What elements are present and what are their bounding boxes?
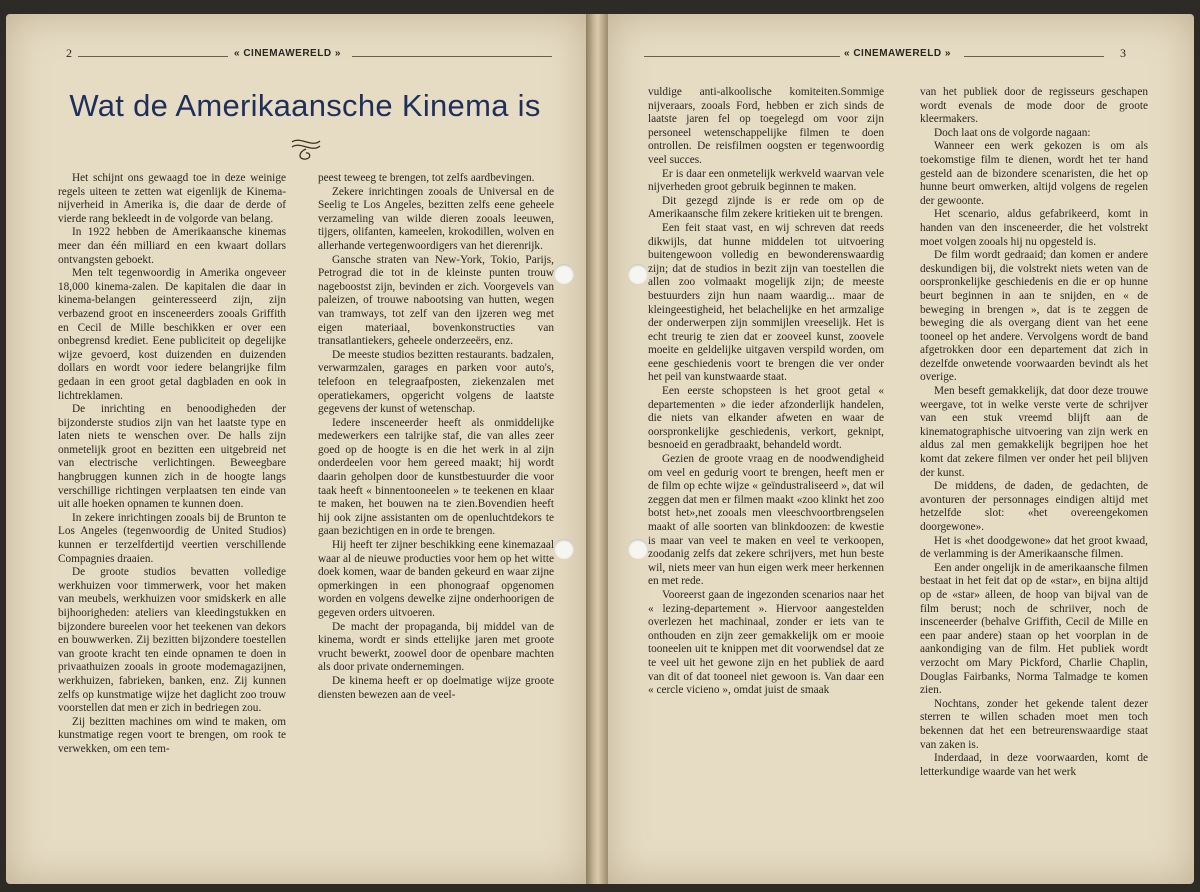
paragraph: Er is daar een onmetelijk werkveld waarvan vele nijverheden groot gebruik beginnen te maken. [648,167,884,194]
article-title: Wat de Amerikaansche Kinema is [69,88,541,123]
paragraph: Inderdaad, in deze voorwaarden, komt de letterkundige waarde van het werk [920,752,1148,778]
left-column-2 [318,172,554,702]
flourish-ornament [286,132,326,162]
paragraph: Nochtans, zonder het gekende talent dezer sterren te willen schaden moet men toch bekennen dat het een betreurenswaardige staat van zaken is. [920,697,1148,751]
paragraph: Men beseft gemakkelijk, dat door deze trouwe weergave, tot in welke verste verte de schrijver van een stuk vreemd blijft aan de kinematographische uitvoering van zijn werk en aldus zal men gemakkelijk begrijpen hoe het komt dat zekere filmen ver onder het peil blijven der kunst. [920,385,1148,479]
paragraph: vuldige anti-alkoolische komiteiten.Sommige nijveraars, zooals Ford, hebben er zich sinds de laatste jaren fel op toegelegd om voor zijn personeel wetenschappelijke filmen te doen ontrollen. De reisfilmen oogsten er tegenwoordig veel succes. [648,86,884,166]
paragraph: Gansche straten van New-York, Tokio, Parijs, Petrograd die tot in de kleinste punten trouw nageboostst zijn, bevinden er zich. Voorgevels van paleizen, of trouwe nabootsing van hutten, wegen van tramways, tot zelf van den ijzeren weg met eigen materiaal, bovenkonstructies van transatlantiekers, geheele onderzeeërs, enz. [318,253,554,348]
paragraph: In zekere inrichtingen zooals bij de Brunton te Los Angeles (tegenwoordig de United Studios) kunnen er terzelfdertijd veertien verschillende Compagnies draaien. [58,511,286,565]
paragraph: Wanneer een werk gekozen is om als toekomstige film te dienen, wordt het ter hand gesteld aan de bizondere scenaristen, die het op hunne beurt omwerken, altijd volgens de regelen der gewoonte. [920,140,1148,207]
paragraph: De kinema heeft er op doelmatige wijze groote diensten bewezen aan de veel- [318,674,554,701]
binding-hole-left-bottom [554,539,574,559]
page-number-left: 2 [66,46,72,60]
paragraph: Hij heeft ter zijner beschikking eene kinemazaal waar al de nieuwe producties voor hem op het witte doek komen, waar de banden gekeurd en waar zijne opmerkingen in een phonograaf opgenomen worden en volgens dewelke zijne onderhoorigen de gegeven orders uitvoeren. [318,539,554,619]
paragraph: Iedere insceneerder heeft als onmiddelijke medewerkers een talrijke staf, die van alles zeer goed op de hoogte is en die het werk in al zijn onderdeelen voor hem gereed maakt; hij wordt daarin geholpen door de kunstbestuurder die voor taak heeft « binnentooneelen » te teekenen en klaar te maken, het bouwen na te zien.Bovendien heeft hij ook zijne assistanten om de openluchtdekors te gaan bezichtigen en in orde te brengen. [318,416,554,538]
paragraph: De middens, de daden, de gedachten, de avonturen der personnages eindigen altijd met hetzelfde slot: «het overeengekomen doorgewone». [920,480,1148,533]
paragraph: Doch laat ons de volgorde nagaan: [934,126,1091,139]
paragraph: Een eerste schopsteen is het groot getal « departementen » die ieder afzonderlijk handelen, die niets van elkander afweten en waar de oorspronkelijke geschiedenis, verkort, geknipt, besnoeid en geradbraakt, behandeld wordt. [648,385,884,452]
head-rule-left-a [78,56,228,57]
head-rule-right-b [964,56,1104,57]
paragraph: Zij bezitten machines om wind te maken, om kunstmatige regen voort te brengen, om rook te verwekken, om een tem- [58,715,286,755]
right-column-1 [648,86,884,698]
page-number-right: 3 [1120,46,1126,60]
paragraph: De film wordt gedraaid; dan komen er andere deskundigen bij, die volstrekt niets weten van de oorspronkelijke geschiedenis en die er op hunne beurt beginnen in aan te snijden, en « de beweging in brengen », dat is te zeggen de beweging die als overgang dient van het eene tooneel op het andere. Vervolgens wordt de band afgetrokken door een departement dat zich in dezelfde onwetende voorwaarden bevindt als het overige. [920,249,1148,384]
paragraph: peest teweeg te brengen, tot zelfs aardbevingen. [318,172,535,184]
paragraph: De macht der propaganda, bij middel van de kinema, wordt er sinds ettelijke jaren met groote vrucht bewerkt, zoowel door de openbare machten als door private ondernemingen. [318,620,554,674]
paragraph: Dit gezegd zijnde is er rede om op de Amerikaansche film zekere kritieken uit te brengen. [648,194,884,221]
paragraph: Gezien de groote vraag en de noodwendigheid om veel en gedurig voort te brengen, heeft men er de film op echte wijze « geïndustraliseerd », dat wil zeggen dat men er filmen maakt «zoo klinkt het zoo botst het»,net zooals men vleeschvoortbrengselen maakt of alle soorten van blinkdoozen: de kwestie is maar van veel te maken en veel te verkoopen, zoodanig zelfs dat zekere schrijvers, met hun beste wil, niets meer van hun eigen werk meer herkennen en met rede. [648,453,884,588]
right-page [608,14,1194,884]
paragraph: In 1922 hebben de Amerikaansche kinemas meer dan één milliard en een kwaart dollars ontvangsten geboekt. [58,226,286,266]
paragraph: Men telt tegenwoordig in Amerika ongeveer 18,000 kinema-zalen. De kapitalen die daar in kinema-belangen geinteresseerd zijn, zijn verbazend groot en insceneerders zooals Griffith en Cecil de Mille beschikken er over een onbegrensd krediet. Eene publiciteit op degelijke wijze gevoerd, kost duizenden en duizenden dollars en wordt voor iedere belangrijke film gedaan in een groot getal dagbladen en ook in lichtreklamen. [58,267,286,402]
left-column-1 [58,172,286,757]
running-head-left: « CINEMAWERELD » [234,48,341,59]
paragraph: De groote studios bevatten volledige werkhuizen voor timmerwerk, voor het maken van meubels, werkhuizen voor smidskerk en alle bijhoorigheden: ateliers van kleedingstukken en bijzondere bureelen voor het teekenen van dekors en bouwwerken. Zij bezitten bijzondere toestellen van groote kracht ten einde opnamen te doen in privaathuizen zooals in groote modemagazijnen, werkhuizen, fabrieken, banken, enz. Zij kunnen zelfs op kunstmatige wijze het daglicht zoo trouw voorstellen dat men er zich in bedriegen zou. [58,566,286,715]
binding-hole-left-top [554,264,574,284]
right-column-2 [920,86,1148,779]
head-rule-left-b [352,56,552,57]
binding-hole-right-bottom [628,539,648,559]
paragraph: Het schijnt ons gewaagd toe in deze weinige regels uiteen te zetten wat eigenlijk de Kinema-nijverheid in Amerika is, die daar de derde of vierde rang bekleedt in de volgorde van belang. [58,172,286,225]
paragraph: Een ander ongelijk in de amerikaansche filmen bestaat in het feit dat op de «star», en bijna altijd op de «star» alleen, de hoop van bijval van de film berust; noch de schriiver, noch de insceneerder (behalve Griffith, Cecil de Mille en een paar andere) staan op het voorplan in de aankondiging van de film. Het publiek wordt verzocht om Mary Pickford, Charlie Chaplin, Douglas Fairbanks, Norma Talmadge te komen zien. [920,561,1148,697]
left-page [6,14,586,884]
paragraph: Een feit staat vast, en wij schreven dat reeds dikwijls, dat hunne middelen tot uitvoering buitengewoon volledig en bewonderenswaardig zijn; dat de studios in bezit zijn van toestellen die allen zoo volmaakt mogelijk zijn; de meeste bestuurders zijn hun naam waardig... maar de kleingeestigheid, het belachelijke en het armzalige der onderwerpen zijn sommijlen vreeselijk. Het is echt treurig te zien dat er zooveel kunst, zoovele moeite en geldelijke uitgaven verspild worden, om eene geschiedenis voort te brengen die ver onder het peil van kunstwaarde staat. [648,221,884,384]
head-rule-right-a [644,56,840,57]
binding-hole-right-top [628,264,648,284]
paragraph: De meeste studios bezitten restaurants. badzalen, verwarmzalen, garages en parken voor auto's, telefoon en telegraafposten, ziekenzalen met operatiekamers, opgericht volgens de laatste gegevens der kunst of wetenschap. [318,348,554,416]
paragraph: Het is «het doodgewone» dat het groot kwaad, de verlamming is der Amerikaansche filmen. [920,534,1148,561]
paragraph: Het scenario, aldus gefabrikeerd, komt in handen van den insceneerder, die het volstrekt moet volgen zooals hij nu opgesteld is. [920,208,1148,248]
paragraph: van het publiek door de regisseurs geschapen wordt evenals de mode door de groote kleermakers. [920,86,1148,126]
paragraph: Zekere inrichtingen zooals de Universal en de Seelig te Los Angeles, bezitten zelfs eene geheele verzameling van wilde dieren zooals leeuwen, tijgers, olifanten, kameelen, krokodillen, wolven en allerhande vertegenwoordigers van het dierenrijk. [318,185,554,252]
binding-gutter [586,14,608,884]
paragraph: Vooreerst gaan de ingezonden scenarios naar het « lezing-departement ». Hiervoor aangestelden overlezen het machinaal, zonder er iets van te onthouden en zijn zeer gemakkelijk om er mooie tooneelen uit te knippen met dit voorwendsel dat ze te veel uit het gewone zijn en het publiek de aard van dit of dat tooneel niet gewoon is. Van daar een « cercle vicieno », omdat juist de smaak [648,588,884,697]
running-head-right: « CINEMAWERELD » [844,48,951,59]
paragraph: De inrichting en benoodigheden der bijzonderste studios zijn van het laatste type en laten niets te wenschen over. De halls zijn onmetelijk groot en bezitten een uitgebreid net van electrische verlichtingen. Beweegbare hangbruggen kunnen zich in de hoogte langs verschillige richtingen verplaatsen ten einde van uit alle hoeken opnamen te kunnen doen. [58,403,286,511]
